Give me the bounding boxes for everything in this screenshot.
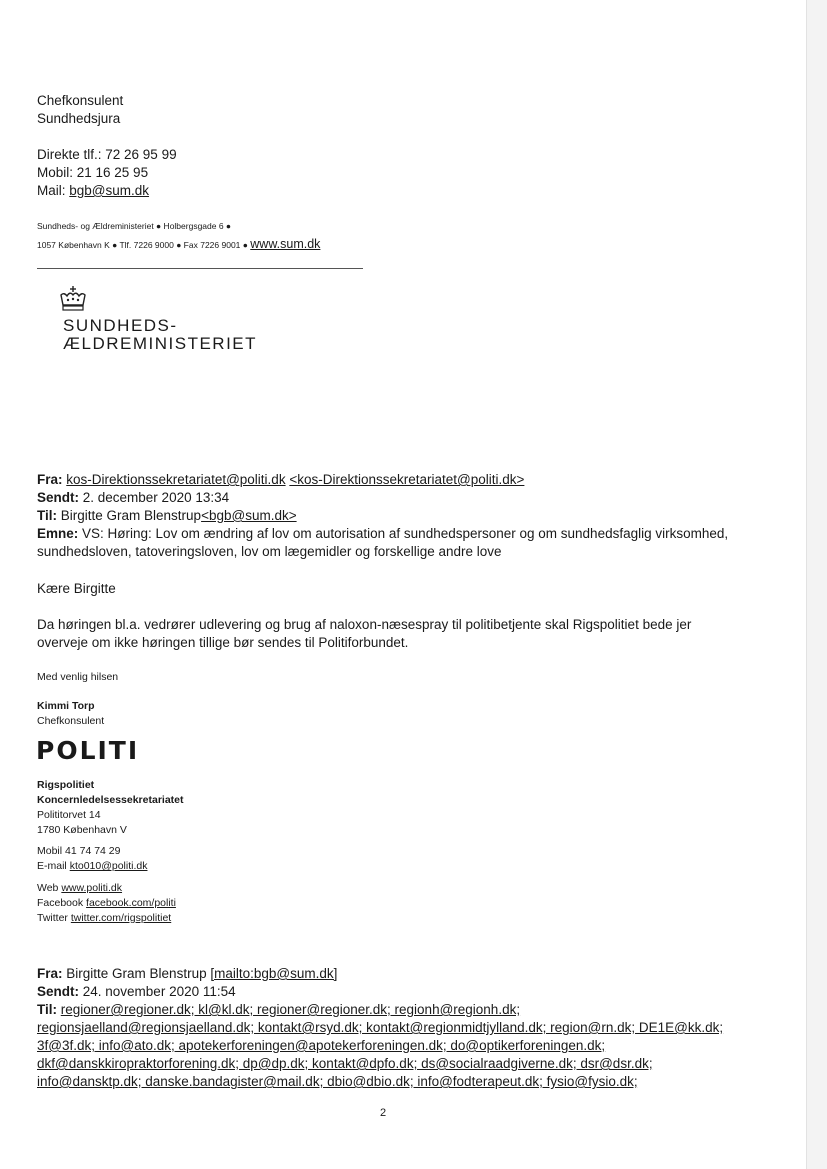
mail-label: Mail: — [37, 183, 66, 198]
recipient-list-line4[interactable]: dkf@danskkiropraktorforening.dk; dp@dp.dk; kontakt@dpfo.dk; ds@socialraadgiverne.dk; dsr@dsr.dk; — [37, 1056, 653, 1071]
mail-link[interactable]: bgb@sum.dk — [69, 183, 150, 198]
email1-from — [37, 471, 807, 489]
ministry-address-line2 — [37, 238, 320, 251]
email-label: E-mail — [37, 860, 67, 872]
from-address-bracket-link[interactable]: <kos-Direktionssekretariatet@politi.dk> — [289, 472, 525, 487]
web-label: Web — [37, 882, 59, 894]
email2-from-label: Fra: — [37, 966, 63, 981]
from-label: Fra: — [37, 472, 63, 487]
contact-block — [37, 844, 147, 874]
signature-department: Sundhedsjura — [37, 111, 121, 126]
email1-body — [37, 616, 807, 652]
web-block — [37, 881, 176, 926]
subject-line2: sundhedsloven, tatoveringsloven, lov om lægemidler og forskellige andre love — [37, 544, 502, 559]
web-line — [37, 881, 176, 896]
email2-sent-label: Sendt: — [37, 984, 79, 999]
page-number: 2 — [380, 1107, 387, 1119]
email2-header — [37, 965, 807, 1091]
page-edge — [806, 0, 827, 1169]
facebook-link[interactable]: facebook.com/politi — [86, 897, 176, 909]
email2-from-value: Birgitte Gram Blenstrup — [66, 966, 207, 981]
sender-email-link[interactable]: kto010@politi.dk — [69, 860, 148, 872]
org-city: 1780 København V — [37, 824, 127, 836]
to-name: Birgitte Gram Blenstrup — [60, 508, 202, 523]
sender-title: Chefkonsulent — [37, 715, 105, 727]
facebook-label: Facebook — [37, 897, 84, 909]
facebook-line — [37, 896, 176, 911]
mail-line — [37, 182, 177, 200]
subject-line1: VS: Høring: Lov om ændring af lov om autorisation af sundhedspersoner og om sundhedsfaglig virksomhed, — [82, 526, 729, 541]
ministry-logo-line1: SUNDHEDS- — [63, 316, 178, 335]
email2-to-label: Til: — [37, 1002, 57, 1017]
direct-phone: Direkte tlf.: 72 26 95 99 — [37, 147, 177, 162]
politi-logo: POLITI — [36, 736, 140, 765]
email1-sent — [37, 489, 807, 507]
email2-sent-value: 24. november 2020 11:54 — [82, 984, 236, 999]
greeting: Kære Birgitte — [37, 581, 116, 596]
crown-icon — [58, 285, 88, 313]
web-link[interactable]: www.politi.dk — [61, 882, 123, 894]
body-line2: overveje om ikke høringen tillige bør sendes til Politiforbundet. — [37, 635, 409, 650]
email1-to — [37, 507, 807, 525]
sent-value: 2. december 2020 13:34 — [82, 490, 230, 505]
recipient-list-line2[interactable]: regionsjaelland@regionsjaelland.dk; kontakt@rsyd.dk; kontakt@regionmidtjylland.dk; region@rn.dk; DE1E@kk.dk; — [37, 1020, 724, 1035]
ministry-website-link[interactable]: www.sum.dk — [250, 237, 321, 251]
twitter-link[interactable]: twitter.com/rigspolitiet — [70, 912, 172, 924]
sent-label: Sendt: — [37, 490, 79, 505]
to-address-link[interactable]: <bgb@sum.dk> — [201, 508, 297, 523]
org-street: Polititorvet 14 — [37, 809, 101, 821]
org-address-block — [37, 778, 184, 838]
ministry-logo-text — [63, 317, 257, 353]
closing: Med venlig hilsen — [37, 671, 119, 683]
body-line1: Da høringen bl.a. vedrører udlevering og brug af naloxon-næsespray til politibetjente skal Rigspolitiet bede jer — [37, 617, 692, 632]
org-name: Rigspolitiet — [37, 779, 95, 791]
email2-to — [37, 1001, 807, 1019]
twitter-line — [37, 911, 176, 926]
to-label: Til: — [37, 508, 57, 523]
divider-line — [37, 268, 363, 269]
ministry-address-text: 1057 København K ● Tlf. 7226 9000 ● Fax 7226 9001 ● — [37, 240, 248, 250]
signature-block — [37, 92, 177, 200]
sender-name: Kimmi Torp — [37, 700, 95, 712]
recipient-list-line3[interactable]: 3f@3f.dk; info@ato.dk; apotekerforeningen@apotekerforeningen.dk; do@optikerforeningen.dk; — [37, 1038, 606, 1053]
sender-email-line — [37, 859, 147, 874]
recipient-list-line5[interactable]: info@dansktp.dk; danske.bandagister@mail.dk; dbio@dbio.dk; info@fodterapeut.dk; fysio@fysio.dk; — [37, 1074, 638, 1089]
email2-from — [37, 965, 807, 983]
email2-sent — [37, 983, 807, 1001]
mobile-phone: Mobil: 21 16 25 95 — [37, 165, 149, 180]
email1-header — [37, 471, 807, 561]
signature-title: Chefkonsulent — [37, 93, 124, 108]
email1-subject — [37, 525, 807, 543]
sender-block — [37, 699, 104, 729]
org-unit: Koncernledelsessekretariatet — [37, 794, 184, 806]
sender-mobile: Mobil 41 74 74 29 — [37, 845, 121, 857]
from-address-link[interactable]: kos-Direktionssekretariatet@politi.dk — [66, 472, 286, 487]
subject-label: Emne: — [37, 526, 79, 541]
ministry-address-line1: Sundheds- og Ældreministeriet ● Holbergsgade 6 ● — [37, 221, 232, 231]
ministry-logo-line2: ÆLDREMINISTERIET — [63, 334, 258, 353]
recipient-list-line1[interactable]: regioner@regioner.dk; kl@kl.dk; regioner@regioner.dk; regionh@regionh.dk; — [60, 1002, 521, 1017]
twitter-label: Twitter — [37, 912, 68, 924]
email2-mailto-link[interactable]: [mailto:bgb@sum.dk] — [210, 966, 338, 981]
